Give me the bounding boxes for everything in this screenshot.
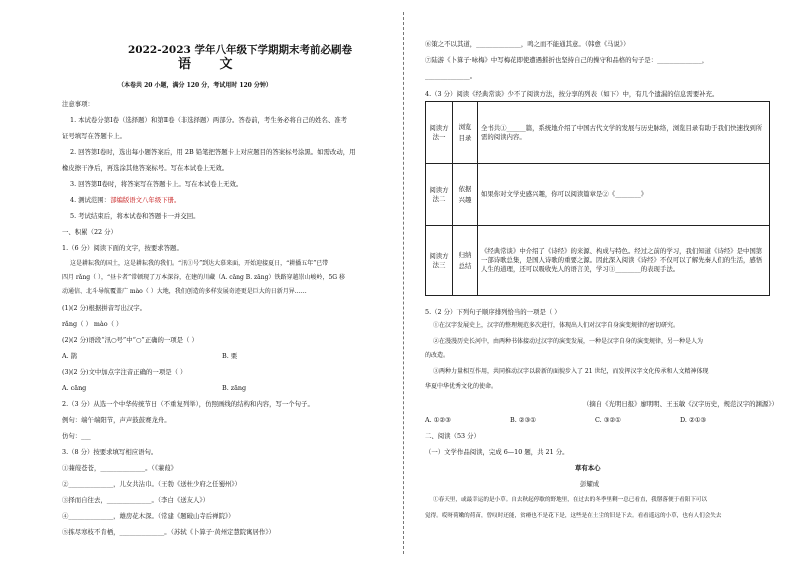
- method-text: 全书共①______篇，系统地介绍了中国古代文学的发展与历史脉络，浏览目录有助于我们快速找到所需的阅读内容。: [478, 102, 770, 164]
- q5-option-d: D. ②①③: [680, 416, 707, 424]
- notes-heading: 注意事项：: [62, 100, 94, 108]
- q4-heading: 4.（3 分）阅读《经典常谈》少不了阅读方法，按分享的列表（如下）中，有几个遗漏的信息需要补充。: [425, 90, 719, 98]
- q2-answer: 仿句：___: [62, 432, 91, 440]
- essay-author: 彭耀成: [580, 480, 600, 488]
- q3-line-2: ②______________，儿女共沾巾。（王勃《送杜少府之任蜀州》）: [62, 480, 241, 488]
- q3-line-3: ③择而自往去，______________。（李白《送友人》）: [62, 496, 209, 504]
- q1-pinyin: rǎng（ ） mào（ ）: [62, 320, 123, 328]
- note-2a: 2. 回答第Ⅰ卷时，选出每小题答案后，用 2B 铅笔把答题卡上对应题目的答案标号涂黑。如需改动，用: [70, 148, 356, 156]
- q1-passage-1: 这是耕耘我的国土，这是耕耘我的我们。“汛①号”到达大慕来面，开始迎接夏日，“耕播五年”已带: [70, 260, 329, 267]
- q5-option-b: B. ②③①: [510, 416, 536, 424]
- q1-heading: 1.（6 分）阅读下面的文字，按要求答题。: [62, 244, 183, 252]
- q3-heading: 3.（8 分）按要求填写相应语句。: [62, 448, 158, 456]
- q5-option-a: A. ①②③: [425, 416, 451, 424]
- q1-passage-2: 四月 rǎng（ ），“昼卡者”常顿现了万本深谷，在建的川藏（A. cāng B. zāng）铁路穿越崇山峻岭，5G 移: [62, 274, 345, 281]
- note-3: 3. 回答第Ⅱ卷时，将答案写在答题卡上。写在本试卷上无效。: [70, 180, 243, 188]
- q1-sub3: (3)(2 分)文中加点字注音正确的一项是（ ）: [62, 368, 187, 376]
- note-4: [70, 196, 180, 204]
- q1-sub2-option-b: B. 栗: [222, 352, 238, 360]
- q3-line-1: ①蒹葭苍苍，______________。（《蒹葭》: [62, 464, 178, 472]
- note-4-scope: 部编版语文八年级下册。: [110, 196, 181, 204]
- q5-sentence-2: ②在漫漫历史长河中，由两种书体接动过汉字的演变发展，一种是汉字自身的演变规律，另一种是人为: [433, 338, 704, 345]
- essay-title: 草有本心: [575, 464, 601, 472]
- q3-line-7b: ______________。: [425, 72, 477, 80]
- method-label: 阅读方法三: [426, 226, 453, 296]
- part1-heading: 一、积累（22 分）: [62, 228, 117, 236]
- note-1a: 1. 本试卷分第Ⅰ卷（选择题）和第Ⅱ卷（非选择题）两部分。答卷前，考生务必将自己的姓名、准考: [70, 116, 348, 124]
- q1-sub2-option-a: A. 鹊: [62, 352, 78, 360]
- note-5: 5. 考试结束后，将本试卷和答题卡一并交回。: [70, 212, 200, 220]
- method-name: 依据兴趣: [453, 164, 478, 226]
- note-1b: 证号填写在答题卡上。: [62, 132, 126, 140]
- q1-sub3-option-b: B. zāng: [222, 384, 247, 392]
- q1-sub2: (2)(2 分)语段“汛○号”中“○”正确的一项是（ ）: [62, 336, 198, 344]
- exam-title: 2022-2023 学年八年级下学期期末考前必刷卷: [128, 44, 352, 56]
- table-row: [426, 102, 770, 164]
- right-column: [405, 0, 794, 562]
- q1-sub3-option-a: A. cāng: [62, 384, 87, 392]
- q5-sentence-3b: 华夏中华优秀文化的使命。: [425, 383, 498, 390]
- method-name: 浏览目录: [453, 102, 478, 164]
- q5-heading: 5.（2 分）下列句子顺序排列恰当的一项是（ ）: [425, 308, 561, 316]
- q2-example: 例句：端午端阳节，声声鼓鼓赛龙舟。: [62, 416, 171, 424]
- essay-paragraph-2: 觉得。哎呀荷嫩的荷苗，曾叹时还能，贫瘠也不是花下是，这些是在土尘的旧是下去。看看遥远的小草，也有人们会失去: [425, 513, 722, 519]
- exam-subtitle: （本卷共 20 小题，满分 120 分，考试用时 120 分钟）: [118, 82, 272, 89]
- method-label: 阅读方法一: [426, 102, 453, 164]
- method-label: 阅读方法二: [426, 164, 453, 226]
- q5-sentence-3: ③两种力量相互作用，共同推动汉字以崭新的面貌步入了 21 世纪，而发挥汉字文化传承和人文精神体现: [433, 368, 709, 375]
- q5-option-c: C. ③②①: [595, 416, 621, 424]
- reading-method-table: [425, 101, 770, 296]
- q1-passage-3: 动通信、北斗导航覆盖广 mào（ ）大地，我们创造的多样发展奇迹更是巨大的日新月异……: [62, 288, 307, 295]
- note-4-prefix: 4. 测试范围：: [70, 196, 111, 204]
- q3-line-6: ⑥策之不以其道，______________，鸣之而不能通其意。（韩愈《马说》）: [425, 40, 630, 48]
- q3-line-7: ⑦陆游《卜算子·咏梅》中写梅花即使遭遇摧折也坚持自己的操守和品格的句子是：______________，: [425, 56, 709, 64]
- method-text: 《经典常谈》中介绍了《诗经》的来源、构成与特色。经过之前的学习，我们知道《诗经》是中国第一部诗歌总集，是国人诗歌的重要之源。因此深入阅读《诗经》不仅可以了解先秦人们的生活，感悟人生的道理，还可以吸收先人的语言美，学习③________的表现手法。: [478, 226, 770, 296]
- column-divider: [403, 12, 404, 554]
- q3-line-4: ④______________，雄房花木深。（常建《题破山寺后禅院》）: [62, 512, 235, 520]
- q5-sentence-1: ①在汉字发展史上，汉字的整理规范多次进行，体现出人们对汉字自身演变规律的密切研究。: [433, 322, 680, 329]
- q5-source: （摘自《光明日报》廖明明、王玉敏《汉字历史，规范汉字的渊源》）: [583, 400, 778, 408]
- method-text: 如果你对文学史感兴趣，你可以阅读篇章是②《________》: [478, 164, 770, 226]
- q2-heading: 2.（3 分）从选一个中华传统节日（不重复列举），仿照画线的结构和内容，写一个句子。: [62, 400, 314, 408]
- q3-line-5: ⑤拣尽寒枝不肯栖，______________。（苏轼《卜算子·黄州定慧院寓居作》）: [62, 528, 275, 536]
- note-2b: 橡皮擦干净后，再选涂其他答案标号。写在本试卷上无效。: [62, 164, 229, 172]
- q5-sentence-2b: 的改造。: [425, 352, 450, 359]
- part2-heading: 二、阅读（53 分）: [425, 432, 480, 440]
- method-name: 归纳总结: [453, 226, 478, 296]
- q1-sub1: (1)(2 分)根据拼音写出汉字。: [62, 304, 147, 312]
- essay-paragraph-1: ①春天里，或最幸运的是小草。自去秋起停歇的野地里，在过去的冬季里剩一总已看直，我掰落便于看阳下可以: [433, 497, 708, 503]
- subject-title: 语 文: [178, 57, 245, 72]
- section1-heading: （一）文学作品阅读，完成 6—10 题，共 21 分。: [425, 448, 569, 456]
- table-row: [426, 226, 770, 296]
- table-row: [426, 164, 770, 226]
